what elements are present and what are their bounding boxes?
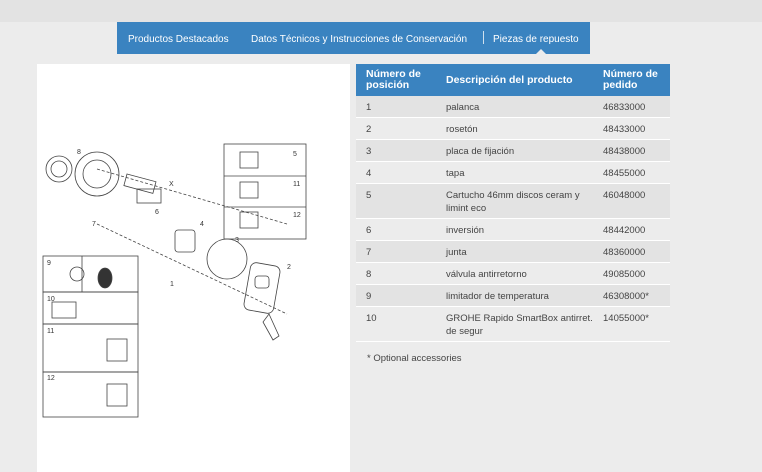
- cell-description: GROHE Rapido SmartBox antirret. de segur: [446, 313, 593, 337]
- tab-datos-tecnicos[interactable]: Datos Técnicos y Instrucciones de Conservación: [251, 34, 468, 45]
- cell-description: tapa: [446, 168, 465, 179]
- check-valve-ring: [46, 156, 72, 182]
- callout-5: 5: [293, 151, 297, 158]
- cell-order-number: 46308000*: [603, 291, 649, 302]
- cartridge-thumb-5: [240, 152, 258, 168]
- callout-10: 10: [47, 296, 55, 303]
- inset-box-10: [43, 292, 138, 324]
- cell-order-number: 46048000: [603, 190, 646, 201]
- active-tab-indicator: [536, 49, 546, 54]
- header-position: Número de posición: [366, 68, 421, 91]
- tab-separator: [483, 31, 484, 44]
- table-row: [356, 219, 670, 241]
- callout-11: 11: [293, 181, 301, 188]
- inset-box-11: [43, 324, 138, 372]
- header-description: Descripción del producto: [446, 73, 573, 86]
- callout-8: 8: [77, 149, 81, 156]
- cell-order-number: 48438000: [603, 146, 646, 157]
- callout-12: 12: [293, 212, 301, 219]
- table-row: [356, 263, 670, 285]
- cell-position: 2: [366, 124, 372, 135]
- top-band: [0, 0, 762, 22]
- extension-part-11: [107, 339, 127, 361]
- callout-x: X: [169, 181, 174, 188]
- table-row: [356, 241, 670, 263]
- cartridge-inset-box: [224, 144, 306, 239]
- cell-description: inversión: [446, 225, 485, 236]
- cell-description: válvula antirretorno: [446, 269, 527, 280]
- valve-body: [75, 152, 119, 196]
- table-row: [356, 96, 670, 118]
- cell-order-number: 14055000*: [603, 313, 649, 324]
- callout-11-inset: 11: [47, 328, 55, 335]
- callout-4: 4: [200, 221, 204, 228]
- rosette-cutout: [255, 276, 269, 288]
- cartridge-thumb-12: [240, 212, 258, 228]
- cell-position: 7: [366, 247, 372, 258]
- cell-description: placa de fijación: [446, 146, 515, 157]
- temperature-limiter-detail: [98, 268, 112, 288]
- cell-description: rosetón: [446, 124, 478, 135]
- assembly-axis-line: [97, 224, 287, 314]
- cell-order-number: 46833000: [603, 102, 646, 113]
- optional-accessories-note: * Optional accessories: [367, 353, 462, 364]
- cell-description: limitador de temperatura: [446, 291, 549, 302]
- cell-position: 5: [366, 190, 372, 201]
- inset-box-9: [43, 256, 138, 292]
- diverter-part: [137, 189, 161, 203]
- callout-3: 3: [235, 237, 239, 244]
- cell-position: 3: [366, 146, 372, 157]
- callout-7: 7: [92, 221, 96, 228]
- cell-position: 8: [366, 269, 372, 280]
- cell-order-number: 48433000: [603, 124, 646, 135]
- extension-part-12: [107, 384, 127, 406]
- spare-parts-table: [356, 64, 670, 342]
- valve-body-inner: [83, 160, 111, 188]
- table-row: [356, 140, 670, 162]
- inset-box-12: [43, 372, 138, 417]
- smartbox-part: [52, 302, 76, 318]
- check-valve-ring-inner: [51, 161, 67, 177]
- cell-position: 4: [366, 168, 372, 179]
- cell-description: palanca: [446, 102, 480, 113]
- callout-6: 6: [155, 209, 159, 216]
- cell-order-number: 48360000: [603, 247, 646, 258]
- cell-position: 1: [366, 102, 372, 113]
- table-header: [356, 64, 670, 96]
- cell-position: 6: [366, 225, 372, 236]
- table-row: [356, 118, 670, 140]
- cell-order-number: 48442000: [603, 225, 646, 236]
- callout-2: 2: [287, 264, 291, 271]
- table-row: [356, 162, 670, 184]
- cartridge-part: [124, 174, 156, 193]
- cell-description: Cartucho 46mm discos ceram y limint eco: [446, 190, 580, 214]
- cell-description: junta: [446, 247, 467, 258]
- exploded-view-drawing: [37, 64, 350, 472]
- cell-position: 9: [366, 291, 372, 302]
- table-row: [356, 285, 670, 307]
- callout-1: 1: [170, 281, 174, 288]
- assembly-axis-line: [97, 169, 287, 224]
- table-row: [356, 184, 670, 219]
- tab-piezas-de-repuesto[interactable]: Piezas de repuesto: [493, 34, 579, 45]
- product-tabs-bar: [117, 22, 590, 54]
- cell-order-number: 48455000: [603, 168, 646, 179]
- cell-order-number: 49085000: [603, 269, 646, 280]
- cell-position: 10: [366, 313, 377, 324]
- mounting-plate: [207, 239, 247, 279]
- cap-part: [175, 230, 195, 252]
- table-row: [356, 307, 670, 342]
- cartridge-thumb-11: [240, 182, 258, 198]
- tab-productos-destacados[interactable]: Productos Destacados: [128, 34, 229, 45]
- header-order-number: Número de pedido: [603, 68, 658, 91]
- lever-part: [263, 314, 279, 340]
- callout-12-inset: 12: [47, 375, 55, 382]
- exploded-view-svg: [37, 64, 350, 472]
- callout-9: 9: [47, 260, 51, 267]
